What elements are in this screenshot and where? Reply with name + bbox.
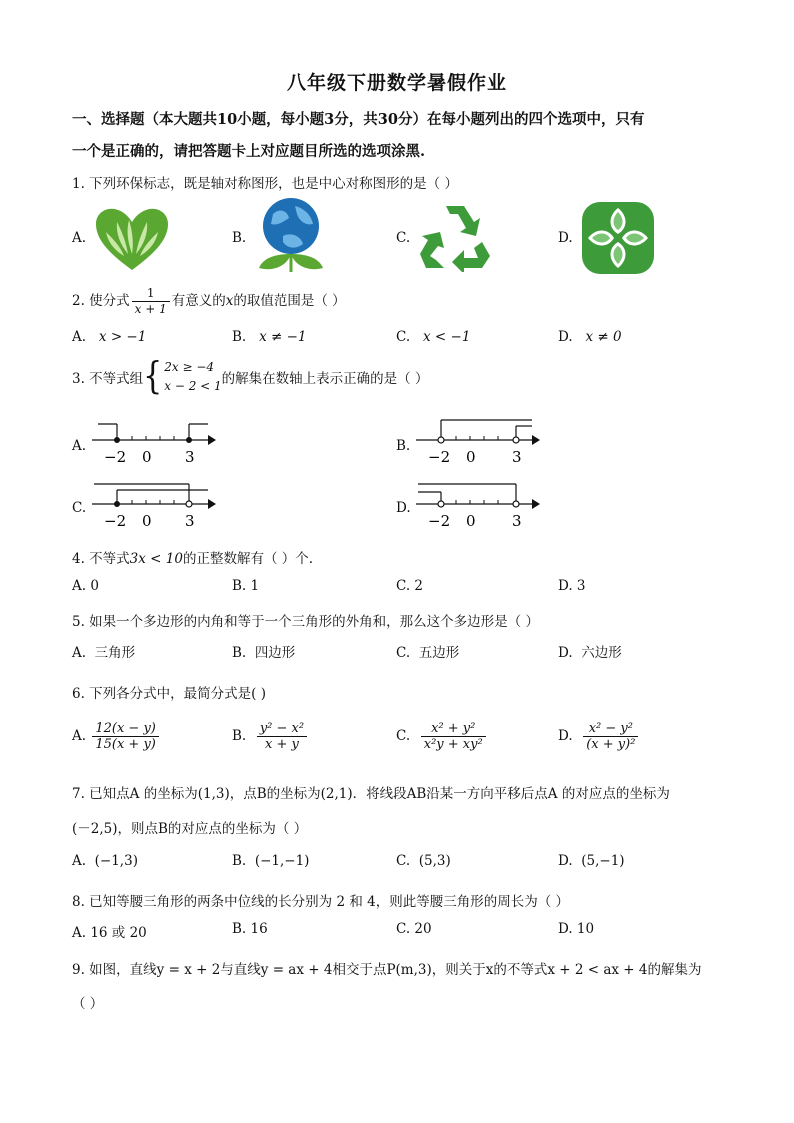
q4-option-b: B. 1 bbox=[232, 578, 260, 594]
svg-text:0: 0 bbox=[142, 448, 152, 466]
svg-text:−2: −2 bbox=[104, 512, 127, 530]
globe-leaves-logo-icon bbox=[253, 196, 329, 276]
svg-text:3: 3 bbox=[512, 448, 522, 466]
q6-option-c: C. $\frac{\text{x² + y²}}{\text{x²y + xy²}}$ bbox=[396, 716, 488, 756]
question-2: 2. 使分式 $\frac{1}{x + 1}$ 有意义的x的取值范围是（ ） bbox=[72, 286, 346, 316]
section-heading-line2: 一个是正确的，请把答题卡上对应题目所选的选项涂黑. bbox=[72, 143, 426, 160]
svg-text:0: 0 bbox=[142, 512, 152, 530]
q1-option-c-label: C. bbox=[396, 230, 411, 246]
q5-option-a: A. 三角形 bbox=[72, 645, 136, 661]
q1-option-a-label: A. bbox=[72, 230, 87, 246]
question-3: 3. 不等式组{ 2x ≥ −4 x − 2 < 1 的解集在数轴上表示正确的是（ ） bbox=[72, 354, 429, 399]
q3-inequality-system: 2x ≥ −4 x − 2 < 1 bbox=[164, 360, 222, 393]
section-heading-line1: 一、选择题（本大题共10小题，每小题3分，共30分）在每小题列出的四个选项中，只有 bbox=[72, 111, 645, 128]
q3-number-line-c bbox=[88, 480, 218, 536]
svg-text:3: 3 bbox=[512, 512, 522, 530]
q3-number-line-a bbox=[88, 418, 218, 474]
q2-option-d: D. x ≠ 0 bbox=[558, 329, 622, 345]
q5-option-b: B. 四边形 bbox=[232, 645, 296, 661]
q3-option-b-label: B. bbox=[396, 438, 411, 454]
question-6: 6. 下列各分式中，最简分式是( ) bbox=[72, 686, 266, 702]
q3-option-d-label: D. bbox=[396, 500, 411, 516]
four-leaf-logo-icon bbox=[580, 200, 656, 276]
q1-option-d-label: D. bbox=[558, 230, 573, 246]
q7-option-c: C. (5,3) bbox=[396, 853, 451, 869]
q7-option-b: B. (−1,−1) bbox=[232, 853, 310, 869]
q3-option-a-label: A. bbox=[72, 438, 87, 454]
page-title: 八年级下册数学暑假作业 bbox=[286, 72, 507, 94]
question-7-line1: 7. 已知点A 的坐标为(1,3)，点B的坐标为(2,1)．将线段AB沿某一方向平移后点A 的对应点的坐标为 bbox=[72, 786, 670, 802]
svg-text:−2: −2 bbox=[104, 448, 127, 466]
q5-option-d: D. 六边形 bbox=[558, 645, 622, 661]
svg-text:−2: −2 bbox=[428, 448, 451, 466]
heart-hands-logo-icon bbox=[92, 202, 172, 274]
question-1: 1. 下列环保标志，既是轴对称图形，也是中心对称图形的是（ ） bbox=[72, 176, 458, 192]
question-7-line2: (－2,5)，则点B的对应点的坐标为（ ） bbox=[72, 821, 308, 837]
q3-option-c-label: C. bbox=[72, 500, 87, 516]
q3-number-line-d bbox=[412, 480, 542, 536]
q6-option-a: A. $\frac{12(x - y)}{15(x + y)}$ bbox=[72, 716, 161, 756]
recycle-logo-icon bbox=[416, 200, 494, 272]
question-8: 8. 已知等腰三角形的两条中位线的长分别为 2 和 4，则此等腰三角形的周长为（ ） bbox=[72, 894, 570, 910]
q6-option-d: D. $\frac{\text{x² − y²}}{\text{(x + y)²}}$ bbox=[558, 716, 640, 756]
question-5: 5. 如果一个多边形的内角和等于一个三角形的外角和，那么这个多边形是（ ） bbox=[72, 614, 539, 630]
question-4: 4. 不等式3x < 10的正整数解有（ ）个. bbox=[72, 551, 314, 567]
q4-option-d: D. 3 bbox=[558, 578, 586, 594]
q8-option-a: A. 16 或 20 bbox=[72, 925, 147, 941]
question-9-line2: （ ） bbox=[72, 996, 104, 1012]
q2-option-a: A. x > −1 bbox=[72, 329, 147, 345]
question-9-line1: 9. 如图，直线y = x + 2与直线y = ax + 4相交于点P(m,3)，则关于x的不等式x + 2 < ax + 4的解集为 bbox=[72, 962, 702, 978]
q1-option-b-label: B. bbox=[232, 230, 247, 246]
q8-option-c: C. 20 bbox=[396, 921, 432, 937]
q7-option-d: D. (5,−1) bbox=[558, 853, 625, 869]
q2-option-b: B. x ≠ −1 bbox=[232, 329, 307, 345]
q8-option-b: B. 16 bbox=[232, 921, 268, 937]
svg-text:3: 3 bbox=[185, 512, 195, 530]
q8-option-d: D. 10 bbox=[558, 921, 595, 937]
svg-text:0: 0 bbox=[466, 512, 476, 530]
svg-text:−2: −2 bbox=[428, 512, 451, 530]
q4-option-a: A. 0 bbox=[72, 578, 99, 594]
q3-number-line-b bbox=[412, 418, 542, 474]
q5-option-c: C. 五边形 bbox=[396, 645, 460, 661]
q6-option-b: B. $\frac{\text{y² − x²}}{x + y}$ bbox=[232, 716, 309, 756]
q2-option-c: C. x < −1 bbox=[396, 329, 471, 345]
svg-text:0: 0 bbox=[466, 448, 476, 466]
q2-fraction: $\frac{1}{x + 1}$ bbox=[132, 286, 170, 317]
svg-text:3: 3 bbox=[185, 448, 195, 466]
q4-option-c: C. 2 bbox=[396, 578, 424, 594]
q7-option-a: A. (−1,3) bbox=[72, 853, 138, 869]
